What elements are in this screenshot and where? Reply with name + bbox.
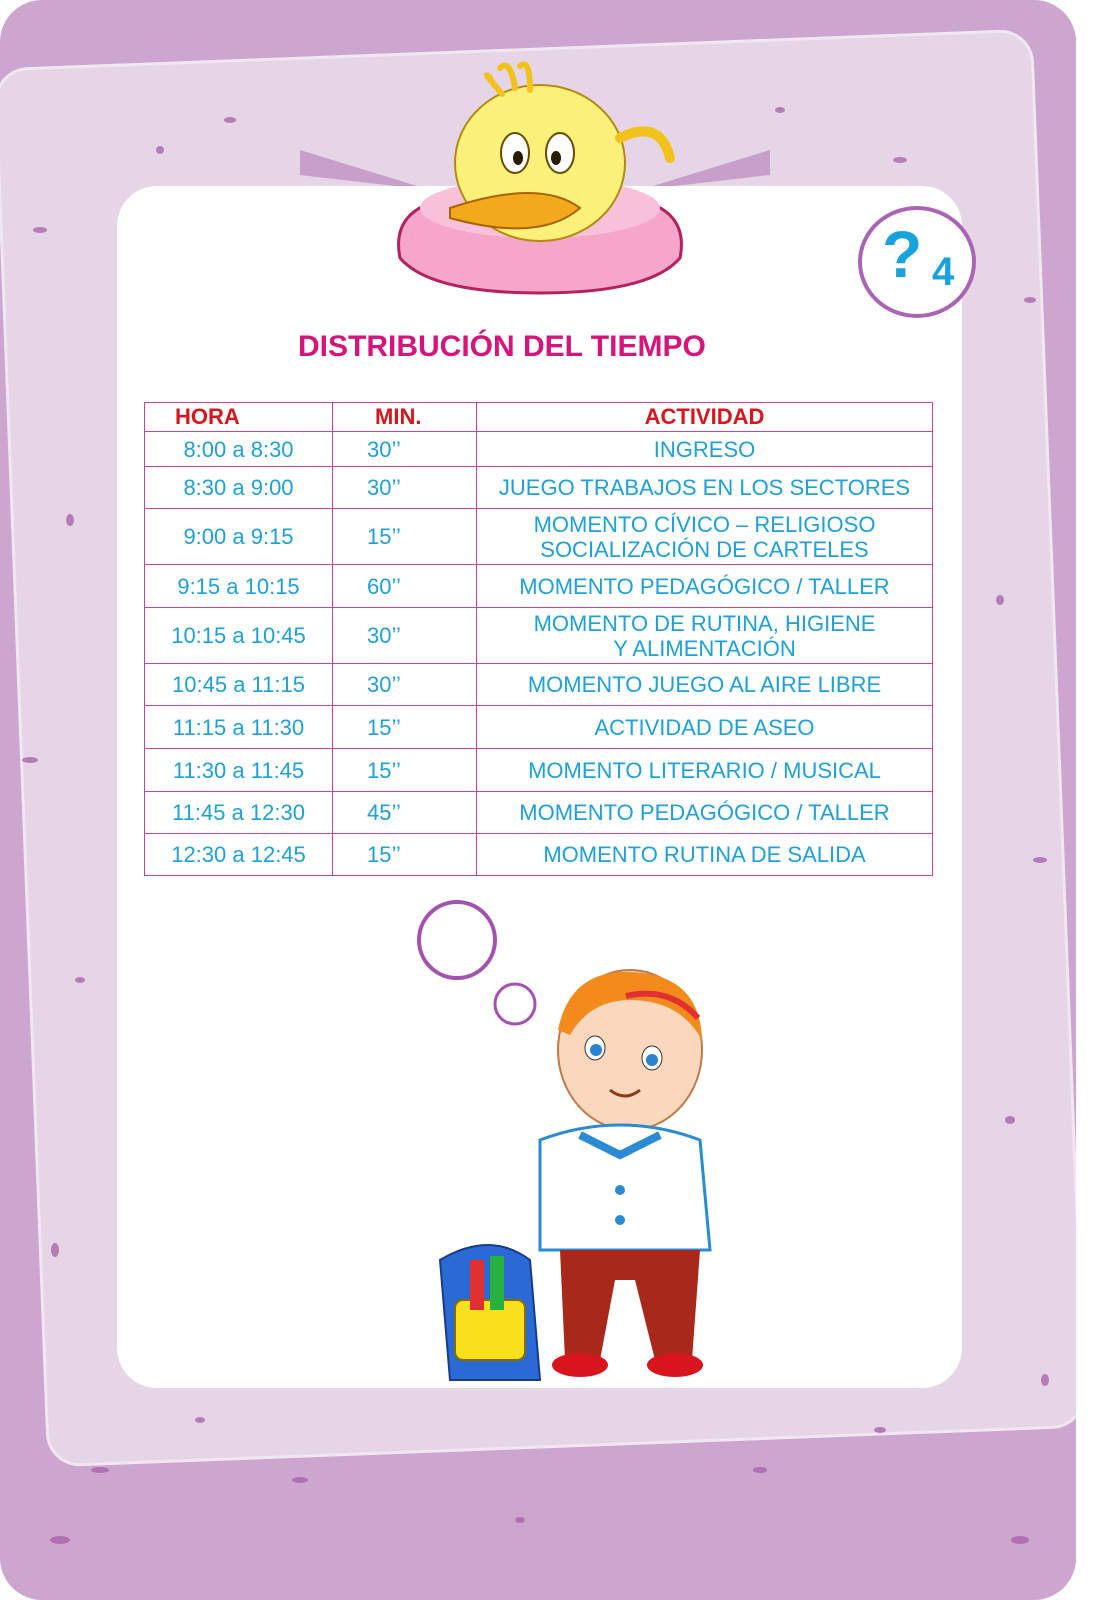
table-row bbox=[145, 834, 933, 876]
table-header-row bbox=[145, 403, 933, 432]
actividad-line-1: MOMENTO DE RUTINA, HIGIENE bbox=[533, 610, 876, 636]
cell-actividad: INGRESO bbox=[477, 432, 933, 467]
table-row bbox=[145, 664, 933, 706]
boy-with-backpack-illustration bbox=[430, 960, 740, 1390]
actividad-line-2: SOCIALIZACIÓN DE CARTELES bbox=[540, 536, 869, 562]
cell-hora: 11:30 a 11:45 bbox=[145, 749, 333, 792]
cell-hora: 11:45 a 12:30 bbox=[145, 792, 333, 834]
actividad-line-1: MOMENTO CÍVICO – RELIGIOSO bbox=[533, 511, 876, 537]
table-row bbox=[145, 792, 933, 834]
cell-min: 45’’ bbox=[333, 792, 477, 834]
cell-min: 30’’ bbox=[333, 432, 477, 467]
cell-hora: 8:00 a 8:30 bbox=[145, 432, 333, 467]
table-row bbox=[145, 749, 933, 792]
cell-actividad: MOMENTO PEDAGÓGICO / TALLER bbox=[477, 792, 933, 834]
table-row bbox=[145, 467, 933, 509]
cell-hora: 10:15 a 10:45 bbox=[145, 608, 333, 664]
schedule-table bbox=[144, 402, 933, 876]
cell-min: 15’’ bbox=[333, 834, 477, 876]
header-actividad: ACTIVIDAD bbox=[477, 403, 933, 432]
table-row bbox=[145, 509, 933, 565]
cell-hora: 9:00 a 9:15 bbox=[145, 509, 333, 565]
header-hora: HORA bbox=[145, 403, 333, 432]
cell-actividad: ACTIVIDAD DE ASEO bbox=[477, 706, 933, 749]
table-row bbox=[145, 432, 933, 467]
page-number-badge bbox=[858, 206, 976, 318]
cell-min: 30’’ bbox=[333, 467, 477, 509]
cell-min: 15’’ bbox=[333, 749, 477, 792]
cell-min: 30’’ bbox=[333, 608, 477, 664]
cell-min: 60’’ bbox=[333, 565, 477, 608]
table-row bbox=[145, 565, 933, 608]
cell-actividad: MOMENTO PEDAGÓGICO / TALLER bbox=[477, 565, 933, 608]
table-row bbox=[145, 608, 933, 664]
page-title: DISTRIBUCIÓN DEL TIEMPO bbox=[298, 330, 706, 363]
header-min: MIN. bbox=[333, 403, 477, 432]
cell-hora: 11:15 a 11:30 bbox=[145, 706, 333, 749]
cell-min: 30’’ bbox=[333, 664, 477, 706]
table-row bbox=[145, 706, 933, 749]
cell-hora: 8:30 a 9:00 bbox=[145, 467, 333, 509]
question-mark-icon: ? bbox=[882, 217, 923, 291]
duck-illustration bbox=[390, 58, 690, 298]
cell-hora: 10:45 a 11:15 bbox=[145, 664, 333, 706]
cell-actividad: MOMENTO JUEGO AL AIRE LIBRE bbox=[477, 664, 933, 706]
cell-actividad: MOMENTO RUTINA DE SALIDA bbox=[477, 834, 933, 876]
cell-min: 15’’ bbox=[333, 509, 477, 565]
cell-actividad bbox=[477, 509, 933, 565]
page-number: 4 bbox=[932, 250, 955, 294]
cell-min: 15’’ bbox=[333, 706, 477, 749]
actividad-line-2: Y ALIMENTACIÓN bbox=[613, 635, 796, 661]
cell-actividad: JUEGO TRABAJOS EN LOS SECTORES bbox=[477, 467, 933, 509]
cell-hora: 9:15 a 10:15 bbox=[145, 565, 333, 608]
cell-hora: 12:30 a 12:45 bbox=[145, 834, 333, 876]
cell-actividad: MOMENTO LITERARIO / MUSICAL bbox=[477, 749, 933, 792]
cell-actividad bbox=[477, 608, 933, 664]
